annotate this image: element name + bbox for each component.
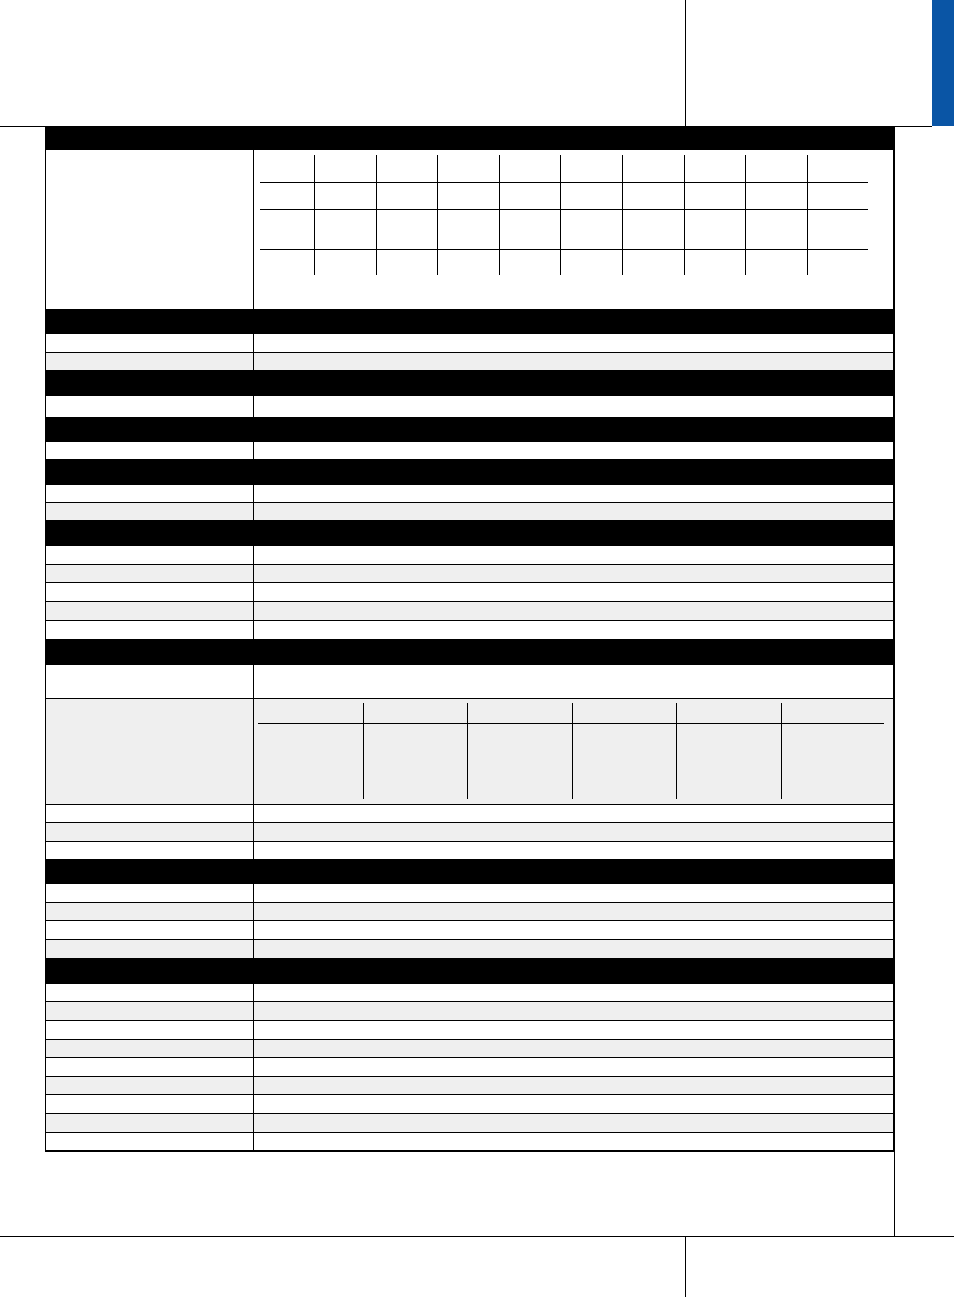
spec-row	[46, 353, 893, 371]
section-divider	[254, 460, 255, 485]
spec-label	[46, 1133, 254, 1150]
footer-rule	[0, 1236, 954, 1237]
spec-label	[46, 1095, 254, 1113]
spec-row	[46, 442, 893, 460]
grid-cell	[502, 158, 558, 179]
spec-value	[254, 442, 893, 459]
grid-cell	[810, 158, 866, 179]
spec-row	[46, 1133, 893, 1151]
spec-row	[46, 485, 893, 503]
spec-label	[46, 565, 254, 582]
grid-column-rule	[363, 703, 364, 799]
spec-row	[46, 334, 893, 353]
spec-label	[46, 1021, 254, 1039]
grid-col-header	[784, 705, 883, 721]
spec-label	[46, 984, 254, 1001]
grid-cell	[748, 185, 804, 206]
spec-label	[46, 903, 254, 920]
spec-label	[46, 699, 254, 804]
spec-value	[254, 1133, 893, 1150]
spec-label	[46, 940, 254, 958]
grid-cell	[575, 727, 674, 795]
spec-row	[46, 602, 893, 621]
grid-cell	[263, 212, 311, 246]
grid-cell	[748, 212, 804, 246]
spec-value	[254, 485, 893, 502]
spec-value	[254, 1002, 893, 1020]
grid-cell	[687, 185, 743, 206]
spec-label	[46, 1002, 254, 1020]
spec-value	[254, 353, 893, 370]
spec-row	[46, 842, 893, 860]
grid-cell	[379, 252, 435, 272]
grid-col-header	[366, 705, 465, 721]
spec-value	[254, 334, 893, 352]
spec-label	[46, 602, 254, 620]
section-divider	[254, 521, 255, 546]
spec-row	[46, 546, 893, 565]
spec-label	[46, 665, 254, 698]
header-column-rule	[685, 0, 686, 126]
grid-cell	[470, 727, 569, 795]
spec-value	[254, 884, 893, 902]
grid-row-rule	[258, 723, 884, 724]
grid-cell	[440, 158, 496, 179]
grid-cell	[563, 185, 619, 206]
spec-row	[46, 1040, 893, 1058]
grid-cell	[679, 727, 778, 795]
grid-cell	[317, 158, 373, 179]
spec-value	[254, 823, 893, 841]
spec-label	[46, 823, 254, 841]
section-header	[46, 127, 893, 150]
spec-label	[46, 621, 254, 639]
grid-cell	[625, 158, 681, 179]
spec-value	[254, 921, 893, 939]
grid-cell	[810, 252, 866, 272]
spec-value	[254, 396, 893, 417]
grid-column-rule	[781, 703, 782, 799]
inner-grid-10col	[260, 155, 868, 275]
spec-row	[46, 1021, 893, 1040]
spec-label	[46, 353, 254, 370]
grid-cell	[502, 212, 558, 246]
section-header	[46, 640, 893, 665]
spec-value	[254, 940, 893, 958]
spec-value	[254, 1114, 893, 1132]
spec-value	[254, 1058, 893, 1076]
spec-value	[254, 1040, 893, 1057]
spec-row	[46, 396, 893, 418]
spec-label	[46, 1077, 254, 1094]
grid-cell	[317, 212, 373, 246]
spec-label	[46, 150, 254, 309]
spec-row	[46, 1114, 893, 1133]
grid-cell	[563, 158, 619, 179]
spec-row	[46, 884, 893, 903]
spec-value	[254, 903, 893, 920]
grid-cell	[263, 185, 311, 206]
spec-value	[254, 503, 893, 520]
grid-cell	[687, 158, 743, 179]
grid-cell	[563, 212, 619, 246]
spec-row	[46, 665, 893, 699]
section-divider	[254, 640, 255, 665]
grid-column-rule	[622, 155, 623, 275]
grid-row-rule	[260, 182, 868, 183]
spec-value	[254, 621, 893, 639]
inner-grid-6col	[258, 703, 884, 799]
grid-cell	[263, 252, 311, 272]
spec-row	[46, 1077, 893, 1095]
grid-cell	[784, 727, 883, 795]
spec-label	[46, 546, 254, 564]
grid-cell	[687, 252, 743, 272]
grid-cell	[810, 185, 866, 206]
grid-cell	[317, 252, 373, 272]
grid-row-rule	[260, 209, 868, 210]
spec-row	[46, 621, 893, 640]
section-header	[46, 460, 893, 485]
section-divider	[254, 310, 255, 334]
grid-column-rule	[684, 155, 685, 275]
spec-label	[46, 842, 254, 859]
spec-label	[46, 1058, 254, 1076]
grid-cell	[748, 252, 804, 272]
spec-value	[254, 583, 893, 601]
spec-value	[254, 1095, 893, 1113]
spec-value	[254, 1077, 893, 1094]
spec-row	[46, 1058, 893, 1077]
grid-cell	[440, 212, 496, 246]
spec-label	[46, 334, 254, 352]
grid-col-header	[261, 705, 360, 721]
grid-row-rule	[260, 249, 868, 250]
spec-label	[46, 884, 254, 902]
spec-row	[46, 1002, 893, 1021]
grid-column-rule	[314, 155, 315, 275]
grid-column-rule	[467, 703, 468, 799]
grid-column-rule	[376, 155, 377, 275]
grid-column-rule	[676, 703, 677, 799]
spec-value	[254, 665, 893, 698]
section-header	[46, 860, 893, 884]
spec-label	[46, 1114, 254, 1132]
grid-column-rule	[807, 155, 808, 275]
grid-col-header	[470, 705, 569, 721]
grid-cell	[625, 212, 681, 246]
section-divider	[254, 371, 255, 396]
grid-column-rule	[560, 155, 561, 275]
grid-cell	[379, 185, 435, 206]
grid-cell	[625, 185, 681, 206]
spec-row	[46, 823, 893, 842]
section-tab-marker	[932, 0, 954, 126]
spec-value	[254, 805, 893, 822]
spec-value	[254, 602, 893, 620]
spec-value	[254, 984, 893, 1001]
spec-row	[46, 984, 893, 1002]
grid-cell	[366, 727, 465, 795]
spec-label	[46, 503, 254, 520]
section-header	[46, 310, 893, 334]
spec-row	[46, 503, 893, 521]
grid-cell	[440, 252, 496, 272]
grid-column-rule	[745, 155, 746, 275]
spec-row	[46, 805, 893, 823]
spec-label	[46, 921, 254, 939]
grid-cell	[502, 185, 558, 206]
spec-label	[46, 805, 254, 822]
spec-value	[254, 842, 893, 859]
grid-col-header	[575, 705, 674, 721]
spec-value	[254, 565, 893, 582]
spec-label	[46, 485, 254, 502]
grid-cell	[625, 252, 681, 272]
spec-table	[45, 126, 894, 1152]
grid-cell	[317, 185, 373, 206]
grid-cell	[261, 727, 360, 795]
spec-row	[46, 940, 893, 959]
section-divider	[254, 860, 255, 884]
spec-row	[46, 583, 893, 602]
grid-column-rule	[437, 155, 438, 275]
spec-row	[46, 565, 893, 583]
grid-cell	[687, 212, 743, 246]
section-divider	[254, 959, 255, 984]
spec-label	[46, 442, 254, 459]
section-divider	[254, 418, 255, 442]
grid-cell	[263, 158, 311, 179]
spec-row	[46, 921, 893, 940]
section-header	[46, 521, 893, 546]
section-header	[46, 959, 893, 984]
spec-row	[46, 1095, 893, 1114]
grid-cell	[379, 158, 435, 179]
grid-cell	[748, 158, 804, 179]
grid-cell	[440, 185, 496, 206]
grid-cell	[563, 252, 619, 272]
spec-label	[46, 1040, 254, 1057]
spec-row	[46, 903, 893, 921]
spec-label	[46, 583, 254, 601]
grid-column-rule	[572, 703, 573, 799]
spec-label	[46, 396, 254, 417]
grid-col-header	[679, 705, 778, 721]
section-header	[46, 371, 893, 396]
grid-cell	[810, 212, 866, 246]
grid-cell	[502, 252, 558, 272]
spec-value	[254, 546, 893, 564]
spec-value	[254, 1021, 893, 1039]
footer-column-rule	[685, 1237, 686, 1297]
grid-cell	[379, 212, 435, 246]
grid-column-rule	[499, 155, 500, 275]
right-margin-rule	[894, 126, 895, 1236]
section-divider	[254, 127, 255, 150]
section-header	[46, 418, 893, 442]
